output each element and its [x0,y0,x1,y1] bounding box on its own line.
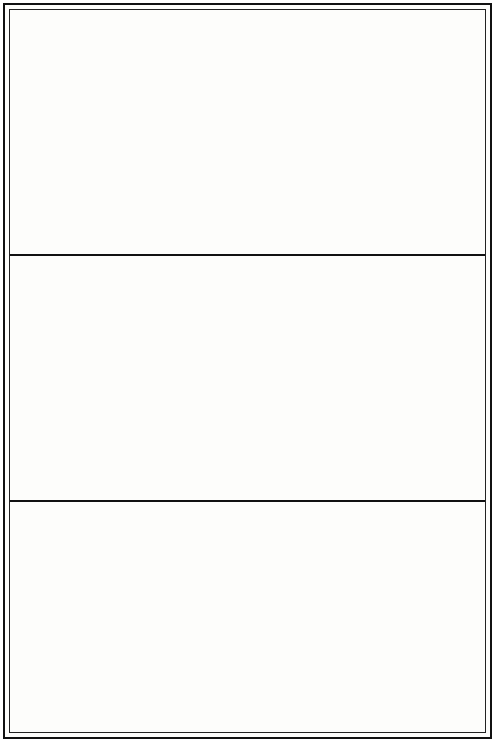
panel-middle [10,256,485,500]
title-note [443,14,462,250]
page-frame [9,9,486,733]
scripture-title [462,14,481,250]
text-columns-bottom [14,506,481,734]
panel-top [10,10,485,254]
text-columns-top [14,14,481,250]
text-columns-middle [14,260,481,496]
panel-bottom [10,502,485,738]
book-page [3,3,492,739]
section-heading [424,14,443,250]
